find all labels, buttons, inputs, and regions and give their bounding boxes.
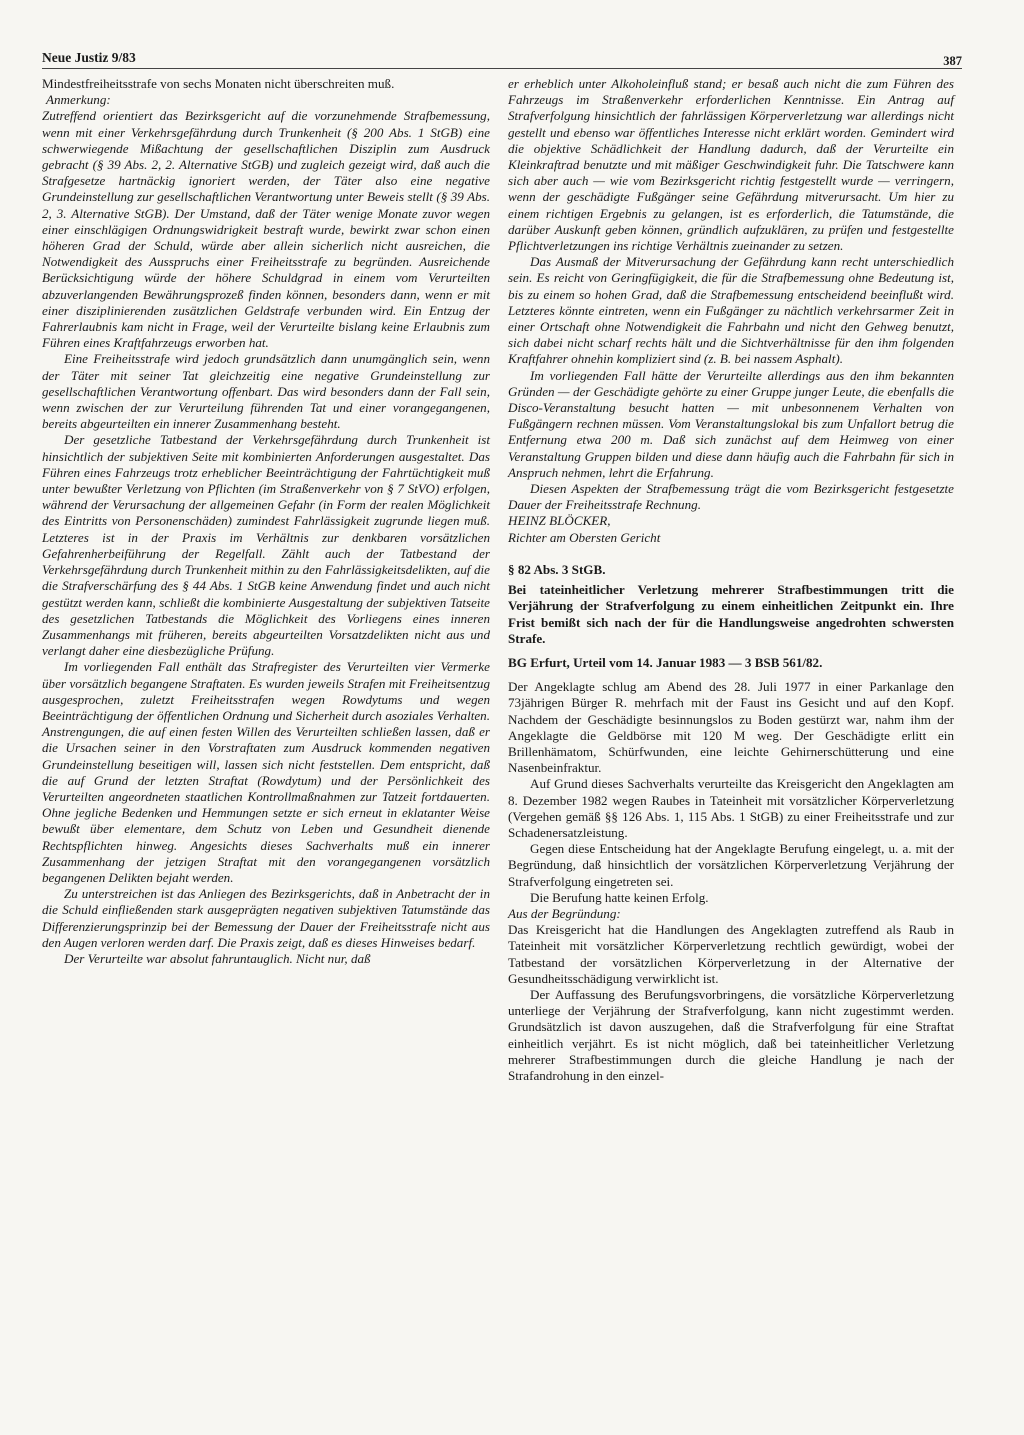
headnote: Bei tateinheitlicher Verletzung mehrerer Strafbestimmungen tritt die Verjährung der Strafverfolgung zu einem einheitlichen Zeitpunkt ein. Ihre Frist bemißt sich nach der für die Handlungsweise angedrohten schwersten Strafe. [508, 582, 954, 646]
paragraph: Der Verurteilte war absolut fahruntauglich. Nicht nur, daß [64, 950, 371, 966]
left-column [42, 76, 490, 967]
paragraph: Diesen Aspekten der Strafbemessung trägt die vom Bezirksgericht festgesetzte Dauer der Freiheitsstrafe Rechnung. [508, 481, 954, 513]
page-header [42, 50, 962, 69]
paragraph: Der Angeklagte schlug am Abend des 28. Juli 1977 in einer Parkanlage den 73jährigen Bürger R. mehrfach mit der Faust ins Gesicht und auf den Kopf. Nachdem der Geschädigte besinnungslos zu Boden gestürzt war, nahm ihm der Angeklagte die Geldbörse mit 120 M weg. Der Geschädigte erlitt ein Brillenhämatom, Schürfwunden, eine leichte Gehirnerschütterung und eine Nasenbeinfraktur. [508, 679, 954, 776]
section-heading: § 82 Abs. 3 StGB. [508, 561, 606, 577]
author-line: HEINZ BLÖCKER, [508, 513, 611, 529]
paragraph: Das Kreisgericht hat die Handlungen des Angeklagten zutreffend als Raub in Tateinheit mit vorsätzlicher Körperverletzung rechtlich gewürdigt, wobei der Tatbestand der vorsätzlichen Körperverletzung in der Alternative der Gesundheitsschädigung verwirklicht ist. [508, 922, 954, 986]
paragraph: Die Berufung hatte keinen Erfolg. [530, 889, 709, 905]
paragraph: Im vorliegenden Fall hätte der Verurteilte allerdings aus den ihm bekannten Gründen — der Geschädigte gehörte zu einer Gruppe junger Leute, die ebenfalls die Disco-Veranstaltung besucht hatten — mit unbesonnenem Verhalten von Fußgängern rechnen müssen. Vom Veranstaltungslokal bis zum Unfallort betrug die Entfernung etwa 200 m. Daß sich zunächst auf dem Heimweg von einer Veranstaltung Gruppen bilden und diese dann häufig auch die Fahrbahn für sich in Anspruch nehmen, lehrt die Erfahrung. [508, 367, 954, 480]
paragraph: Mindestfreiheitsstrafe von sechs Monaten nicht überschreiten muß. [42, 76, 395, 91]
case-reference: BG Erfurt, Urteil vom 14. Januar 1983 — 3 BSB 561/82. [508, 654, 823, 670]
author-line: Richter am Obersten Gericht [508, 529, 661, 545]
paragraph: Im vorliegenden Fall enthält das Strafregister des Verurteilten vier Vermerke über vorsätzlich begangene Straftaten. Es wurden jeweils Strafen mit Freiheitsentzug ausgesprochen, zuletzt Freiheitsstrafen wegen Rowdytums und wegen Beeinträchtigung der öffentlichen Ordnung und Sicherheit durch asoziales Verhalten. Anstrengungen, die auf einen festen Willen des Verurteilten schließen lassen, daß er die Ursachen seiner in den Vorstraftaten zum Ausdruck kommenden negativen Grundeinstellung beseitigen will, lassen sich nicht feststellen. Dem entspricht, daß die auf Grund der letzten Straftat (Rowdytum) und der Persönlichkeit des Verurteilten angeordneten staatlichen Kontrollmaßnahmen zur Tatzeit fortdauerten. Ohne jegliche Bedenken und Hemmungen setzte er sich erneut in eklatanter Weise bewußt über elementare, dem Schutz von Leben und Gesundheit dienende Rechtspflichten hinweg. Angesichts dieses Sachverhalts muß ein innerer Zusammenhang der jetzigen Straftat mit den vorangegangenen vorsätzlich begangenen Delikten bejaht werden. [42, 659, 490, 885]
paragraph: er erheblich unter Alkoholeinfluß stand; er besaß auch nicht die zum Führen des Fahrzeugs im Straßenverkehr erforderlichen Kenntnisse. Ein Antrag auf Strafverfolgung hinsichtlich der fahrlässigen Körperverletzung war allerdings nicht gestellt und ebenso war öffentliches Interesse nicht erklärt worden. Gemindert wird die objektive Schädlichkeit der Handlung dadurch, daß der Verurteilte ein Kleinkraftrad benutzte und mit mäßiger Geschwindigkeit fuhr. Die Tatschwere kann sich aber auch — wie vom Bezirksgericht richtig festgestellt wurde — verringern, wenn der geschädigte Fußgänger seine Gefährdung mitverursacht. Um hier zu einem richtigen Ergebnis zu gelangen, ist es erforderlich, die Tatumstände, die darüber Auskunft geben können, gründlich aufzuklären, zu prüfen und festgestellte Pflichtverletzungen ins richtige Verhältnis zueinander zu setzen. [508, 76, 954, 254]
journal-title: Neue Justiz 9/83 [42, 50, 136, 65]
right-column [508, 76, 954, 1084]
paragraph: Zu unterstreichen ist das Anliegen des Bezirksgerichts, daß in Anbetracht der in die Schuld einfließenden stark ausgeprägten negativen subjektiven Tatumstände das Differenzierungsprinzip bei der Bemessung der Dauer der Freiheitsstrafe nicht aus den Augen verloren werden darf. Die Praxis zeigt, daß es dieses Hinweises bedarf. [42, 886, 490, 950]
page-number: 387 [943, 54, 962, 68]
paragraph: Aus der Begründung: [508, 905, 621, 921]
paragraph: Gegen diese Entscheidung hat der Angeklagte Berufung eingelegt, u. a. mit der Begründung, daß hinsichtlich der vorsätzlichen Körperverletzung Verjährung der Strafverfolgung eingetreten sei. [508, 841, 954, 889]
paragraph: Zutreffend orientiert das Bezirksgericht auf die vorzunehmende Strafbemessung, wenn mit einer Verkehrsgefährdung durch Trunkenheit (§ 200 Abs. 1 StGB) eine schwerwiegende Mißachtung der gesellschaftlichen Disziplin zum Ausdruck gebracht (§ 39 Abs. 2, 2. Alternative StGB) und zugleich gezeigt wird, daß auch die Strafgesetze hartnäckig ignoriert werden, der Täter also eine negative Grundeinstellung zur gesellschaftlichen Verantwortung unter Beweis stellt (§ 39 Abs. 2, 3. Alternative StGB). Der Umstand, daß der Täter wenige Monate zuvor wegen einer einschlägigen Ordnungswidrigkeit bestraft wurde, bewirkt zwar schon einen höheren Grad der Schuld, würde aber allein sicherlich nicht ausreichen, die Notwendigkeit des Ausspruchs einer Freiheitsstrafe zu begründen. Ausreichende Berücksichtigung würde der höhere Schuldgrad in einem vom Verurteilten abzuverlangenden Bewährungsprozeß finden können, besonders dann, wenn er mit einer disziplinierenden zusätzlichen Geldstrafe verbunden wird. Ein Entzug der Fahrerlaubnis kam nicht in Frage, weil der Verurteilte bislang keine Erlaubnis zum Führen eines Kraftfahrzeugs erworben hat. [42, 108, 490, 351]
paragraph: Der gesetzliche Tatbestand der Verkehrsgefährdung durch Trunkenheit ist hinsichtlich der subjektiven Seite mit kombinierten Anforderungen ausgestaltet. Das Führen eines Fahrzeugs trotz erheblicher Beeinträchtigung der Fahrtüchtigkeit muß unter bewußter Verletzung von Pflichten (im Straßenverkehr von § 7 StVO) erfolgen, während der Verursachung der allgemeinen Gefahr (in Form der realen Möglichkeit des Eintritts von Personenschäden) zumindest Fahrlässigkeit zugrunde liegen muß. Letzteres ist in der Praxis im Verhältnis zur denkbaren vorsätzlichen Gefahrenherbeiführung der Regelfall. Zählt auch der Tatbestand der Verkehrsgefährdung durch Trunkenheit mithin zu den Fahrlässigkeitsdelikten, auf die die Strafverschärfung des § 44 Abs. 1 StGB keine Anwendung findet und auch nicht gestützt werden kann, schließt die kombinierte Ausgestaltung der subjektiven Tatseite des gesetzlichen Tatbestands die Möglichkeit des Vorliegens eines inneren Zusammenhangs mit früheren, bereits abgeurteilten Vorsatzdelikten nicht aus und verlangt daher eine diesbezügliche Prüfung. [42, 432, 490, 659]
note-heading: Anmerkung: [46, 92, 111, 108]
paragraph: Der Auffassung des Berufungsvorbringens, die vorsätzliche Körperverletzung unterliege der Verjährung der Strafverfolgung, kann nicht zugestimmt werden. Grundsätzlich ist davon auszugehen, daß die Strafverfolgung für eine Straftat einheitlich verjährt. Es ist nicht möglich, daß bei tateinheitlicher Verletzung mehrerer Strafbestimmungen durch die gleiche Handlung je nach der Strafandrohung in den einzel- [508, 986, 954, 1083]
paragraph: Das Ausmaß der Mitverursachung der Gefährdung kann recht unterschiedlich sein. Es reicht von Geringfügigkeit, die für die Strafbemessung ohne Bedeutung ist, bis zu einem so hohen Grad, daß die Strafbemessung entscheidend beeinflußt wird. Letzteres könnte eintreten, wenn ein Fußgänger zu nächtlich verkehrsarmer Zeit in einer Ortschaft ohne Notwendigkeit die Fahrbahn und nicht den Gehweg benutzt, sich dabei nicht scharf rechts hält und die Sichtverhältnisse für den ihm folgenden Kraftfahrer ohnehin kompliziert sind (z. B. bei nassem Asphalt). [508, 254, 954, 367]
paragraph: Eine Freiheitsstrafe wird jedoch grundsätzlich dann unumgänglich sein, wenn der Täter mit seiner Tat gleichzeitig eine negative Grundeinstellung zur gesellschaftlichen Verantwortung offenbart. Das wird besonders dann der Fall sein, wenn zwischen der zur Verurteilung führenden Tat und einer vorangegangenen, bereits abgeurteilten ein innerer Zusammenhang besteht. [42, 351, 490, 432]
paragraph: Auf Grund dieses Sachverhalts verurteilte das Kreisgericht den Angeklagten am 8. Dezember 1982 wegen Raubes in Tateinheit mit vorsätzlicher Körperverletzung (Vergehen gemäß §§ 126 Abs. 1, 115 Abs. 1 StGB) zu einer Freiheitsstrafe und zur Schadenersatzleistung. [508, 776, 954, 840]
